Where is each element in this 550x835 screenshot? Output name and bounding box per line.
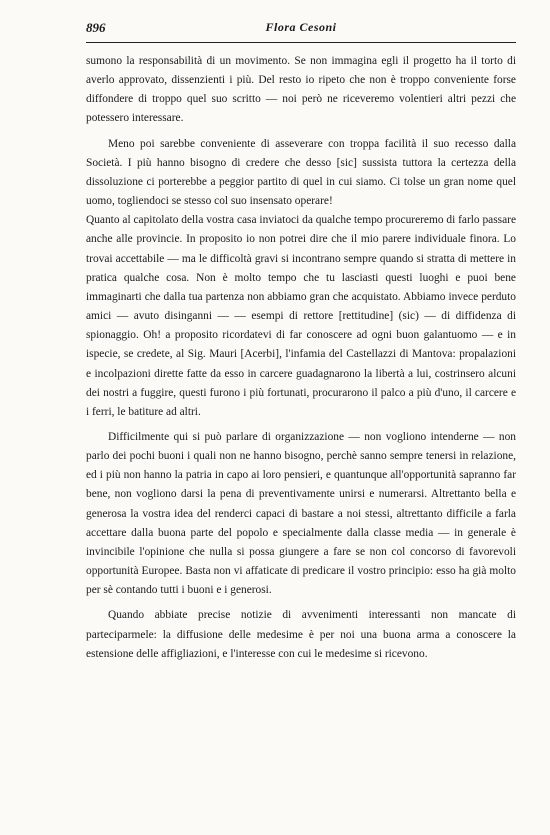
running-title: Flora Cesoni [265,20,337,34]
page-header [86,20,516,40]
paragraph-1: sumono la responsabilità di un movimento. Se non immagina egli il progetto ha il torto di averlo approvato, dissenzienti i più. Del resto io ripeto che non è troppo conveniente forse diffondere di troppo quel suo scritto — noi però ne riceveremo volentieri altri pezzi che potessero interessare. [86,55,516,125]
paragraph-2: Meno poi sarebbe conveniente di asseverare con troppa facilità il suo recesso dalla Società. I più hanno bisogno di credere che desso [sic] sussista tuttora la certezza della dissoluzione ci porterebbe a peggior partito di quel in cui siamo. Ci tolse un gran nome quel uomo, togliendoci se stesso col suo insensato operare! [86,137,516,208]
header-rule [86,42,516,43]
letter-text [86,52,516,664]
paragraph-5: Quando abbiate precise notizie di avvenimenti interessanti non mancate di parteciparmele: la diffusione delle medesime è per noi una buona arma a conoscere la estensione delle affigliazioni, e l'interesse con cui le medesime si ricevono. [86,609,516,660]
paragraph-3: Quanto al capitolato della vostra casa inviatoci da qualche tempo procureremo di farlo passare anche alle provincie. In proposito io non potrei dire che il mio parere individuale finora. Lo trovai accettabile — ma le difficoltà gravi si incontrano sempre quando si stratta di mettere in pratica qualche cosa. Non è molto tempo che tu lasciasti questi luoghi e puoi bene immaginarti che dalla tua partenza non abbiamo gran che acquistato. Abbiamo invece perduto amici — avuto disinganni — — esempi di rettore [rettitudine] (sic) — di diffidenza di spionaggio. Oh! a proposito ricordatevi di far conoscere ad ogni buon galantuomo — e in ispecie, se credete, al Sig. Mauri [Acerbi], l'infamia del Castellazzi di Mantova: propalazioni e incolpazioni dirette fatte da esso in carcere guadagnarono la libertà a lui, costrinsero alcuni dei nostri a fuggire, questi furono i più fortunati, procurarono il palco a più d'uno, il carcere e i ferri, le batiture ad altri. [86,214,516,418]
paragraph-4: Difficilmente qui si può parlare di organizzazione — non vogliono intenderne — non parlo dei pochi buoni i quali non ne hanno bisogno, perchè sanno sempre tenersi in relazione, ed i più non hanno la patria in capo ai loro pensieri, e quantunque all'opportunità sapranno far bene, non vogliono darsi la pena di preventivamente unirsi e numerarsi. Altrettanto bella e generosa la vostra idea del renderci capaci di bastare a noi stessi, altrettanto difficile a farla accettare dalla buona parte del popolo e specialmente dalla classe media — in generale è invincibile l'opinione che nulla si possa giungere a fare se non col concorso di favorevoli opportunità Europee. Basta non vi affaticate di predicare il vostro principio: esso ha già molto per sè contando tutti i buoni e i generosi. [86,430,516,597]
page-number: 896 [86,20,106,35]
